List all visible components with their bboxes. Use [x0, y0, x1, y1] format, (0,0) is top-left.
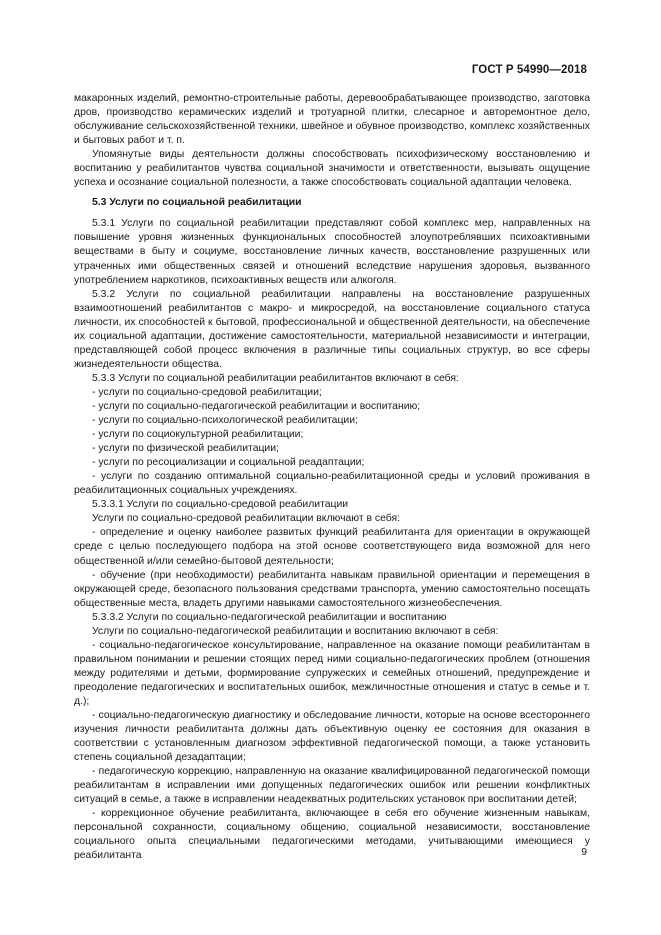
section-heading: 5.3 Услуги по социальной реабилитации	[92, 197, 302, 209]
list-item: - обучение (при необходимости) реабилитанта навыкам правильной ориентации и перемещения в окружающей среде, безопасного пользования средствами транспорта, умению самостоятельно посещать общественные места, владеть другими навыками самостоятельного жизнеобеспечения.	[74, 569, 590, 609]
list-item: - определение и оценку наиболее развитых функций реабилитанта для ориентации в окружающей среде с целью последующего подбора на этой основе соответствующего вида возможной для него общественной и/или семейно-бытовой деятельности;	[74, 527, 590, 567]
list-item: - услуги по социокультурной реабилитации;	[92, 429, 304, 441]
list-item: - услуги по созданию оптимальной социально-реабилитационной среды и условий проживания в реабилитационных социальных учреждениях.	[74, 471, 590, 497]
list-item: - коррекционное обучение реабилитанта, включающее в себя его обучение жизненным навыкам, персональной сохранности, социальному общению, социальной независимости, восстановление социального опыта специальными педагогическими методами, учитывающими имеющиеся у реабилитанта	[74, 808, 590, 862]
page-body	[74, 92, 590, 864]
document-code-header: ГОСТ Р 54990—2018	[471, 64, 587, 76]
paragraph: 5.3.1 Услуги по социальной реабилитации представляют собой комплекс мер, направленных на повышение уровня жизненных функциональных способностей злоупотреблявших психоактивными веществами в быту и социуме, восстановление личных качеств, восстановление разрушенных или утраченных ими общественных связей и отношений вследствие нарушения здоровья, вызванного употреблением наркотиков, психоактивных веществ или алкоголя.	[74, 218, 590, 286]
subsection-heading: 5.3.3.2 Услуги по социально-педагогической реабилитации и воспитанию	[92, 611, 447, 623]
list-item: - услуги по социально-средовой реабилитации;	[92, 386, 322, 398]
paragraph: Упомянутые виды деятельности должны способствовать психофизическому восстановлению и воспитанию у реабилитантов чувства социальной значимости и ответственности, вызывать ощущение успеха и осознание социальной полезности, а также способствовать социальной адаптации человека.	[74, 149, 590, 189]
list-item: - услуги по социально-педагогической реабилитации и воспитанию;	[92, 400, 421, 412]
paragraph: 5.3.3 Услуги по социальной реабилитации реабилитантов включают в себя:	[92, 372, 459, 384]
paragraph: 5.3.2 Услуги по социальной реабилитации направлены на восстановление разрушенных взаимоотношений реабилитантов с макро- и микросредой, на восстановление социального статуса личности, их способностей к бытовой, профессиональной и общественной деятельности, на обеспечение их социальной адаптации, достижение самостоятельности, материальной независимости и интеграции, представляющей собой процесс включения в различные типы социальных структур, во все сферы жизнедеятельности общества.	[74, 288, 590, 370]
list-item: - педагогическую коррекцию, направленную на оказание квалифицированной педагогической помощи реабилитантам в исправлении ими допущенных педагогических ошибок или решении конфликтных ситуаций в семье, а также в исправлении неадекватных родительских установок при воспитании детей;	[74, 766, 590, 806]
list-item: - услуги по ресоциализации и социальной реадаптации;	[92, 457, 365, 469]
paragraph: Услуги по социально-средовой реабилитации включают в себя:	[92, 513, 400, 525]
list-item: - социально-педагогическую диагностику и обследование личности, которые на основе всестороннего изучения личности реабилитанта должны дать объективную оценку ее состояния для оказания в соответствии с установленным диагнозом эффективной педагогической помощи, а также установить степень социальной дезадаптации;	[74, 710, 590, 764]
list-item: - услуги по социально-психологической реабилитации;	[92, 415, 358, 427]
list-item: - социально-педагогическое консультирование, направленное на оказание помощи реабилитантам в правильном понимании и решении стоящих перед ними социально-педагогических проблем (отношения между родителями и детьми, формирование супружеских и семейных отношений, предупреждение и преодоление педагогических и воспитательных ошибок, межличностные отношения и статус в семье и т. д.);	[74, 639, 590, 707]
paragraph: макаронных изделий, ремонтно-строительные работы, деревообрабатывающее производство, заготовка дров, производство керамических изделий и тротуарной плитки, слесарное и авторемонтное дело, обслуживание сельскохозяйственной техники, швейное и обувное производство, комплекс хозяйственных и бытовых работ и т. п.	[74, 93, 590, 147]
list-item: - услуги по физической реабилитации;	[92, 443, 279, 455]
subsection-heading: 5.3.3.1 Услуги по социально-средовой реабилитации	[92, 499, 349, 511]
paragraph: Услуги по социально-педагогической реабилитации и воспитанию включают в себя:	[92, 625, 499, 637]
page-number: 9	[581, 847, 587, 858]
